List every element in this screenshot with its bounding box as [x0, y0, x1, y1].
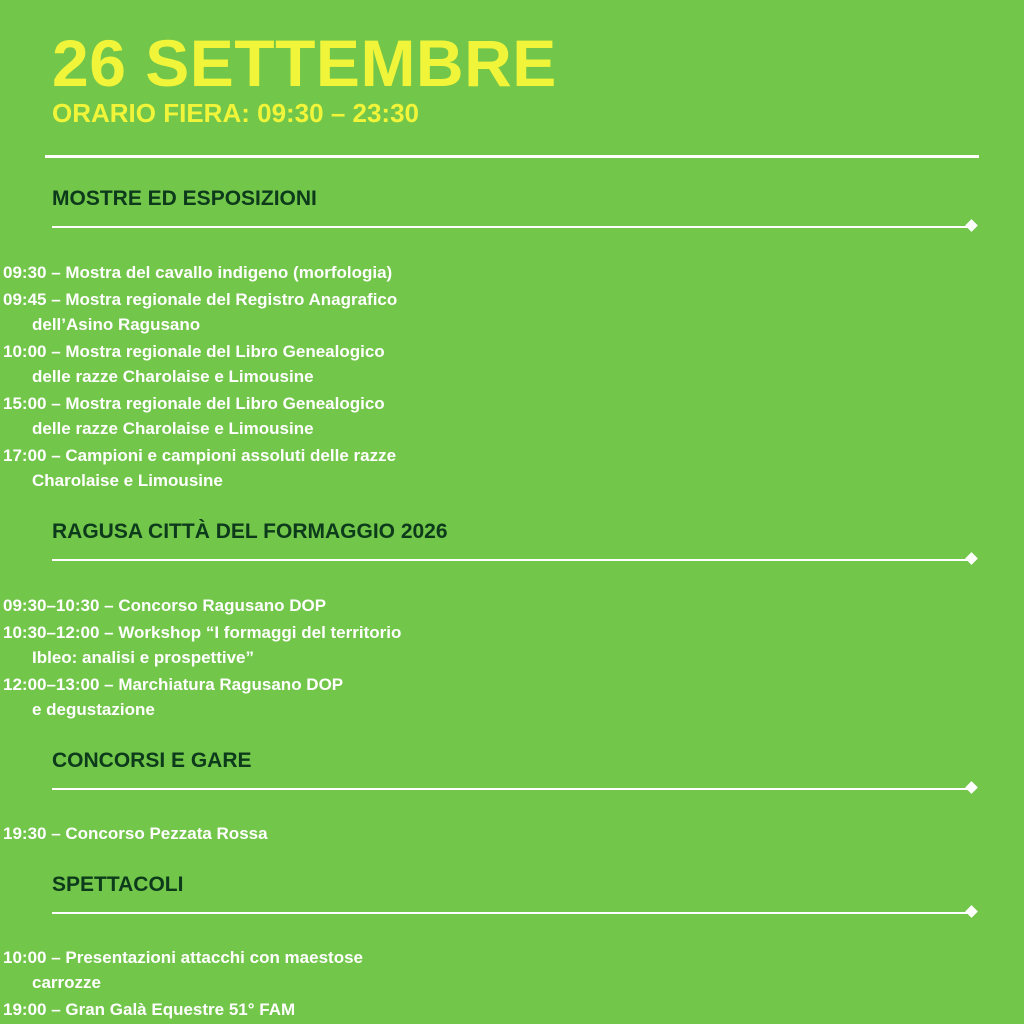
header-divider — [45, 155, 979, 158]
diamond-icon — [965, 552, 978, 565]
list-item: 09:45 – Mostra regionale del Registro Anagrafico dell’Asino Ragusano — [3, 290, 398, 334]
section-divider — [52, 912, 970, 914]
events-spettacoli — [3, 945, 483, 1024]
list-item: 10:30–12:00 – Workshop “I formaggi del territorio Ibleo: analisi e prospettive” — [3, 623, 402, 667]
section-divider — [52, 559, 970, 561]
list-item: 19:00 – Gran Galà Equestre 51° FAM — [3, 1000, 296, 1019]
fair-hours: ORARIO FIERA: 09:30 – 23:30 — [52, 98, 420, 128]
section-title: RAGUSA CITTÀ DEL FORMAGGIO 2026 — [52, 520, 448, 543]
list-item: 10:00 – Mostra regionale del Libro Genealogico delle razze Charolaise e Limousine — [3, 342, 385, 386]
section-title: CONCORSI E GARE — [52, 749, 252, 772]
list-item: 09:30 – Mostra del cavallo indigeno (morfologia) — [3, 263, 393, 282]
diamond-icon — [965, 905, 978, 918]
section-formaggio — [52, 519, 980, 561]
list-item: 17:00 – Campioni e campioni assoluti delle razze Charolaise e Limousine — [3, 446, 397, 490]
page-header — [52, 28, 557, 128]
list-item: 19:30 – Concorso Pezzata Rossa — [3, 824, 268, 843]
section-mostre — [52, 186, 980, 228]
section-title: SPETTACOLI — [52, 873, 184, 896]
section-title: MOSTRE ED ESPOSIZIONI — [52, 187, 317, 210]
section-divider — [52, 226, 970, 228]
page-title: 26 SETTEMBRE — [52, 26, 557, 100]
events-concorsi — [3, 821, 483, 848]
diamond-icon — [965, 219, 978, 232]
section-spettacoli — [52, 872, 980, 914]
list-item: 09:30–10:30 – Concorso Ragusano DOP — [3, 596, 327, 615]
section-concorsi — [52, 748, 980, 790]
events-formaggio — [3, 593, 483, 724]
diamond-icon — [965, 781, 978, 794]
list-item: 10:00 – Presentazioni attacchi con maestose carrozze — [3, 948, 363, 992]
section-divider — [52, 788, 970, 790]
list-item: 15:00 – Mostra regionale del Libro Genealogico delle razze Charolaise e Limousine — [3, 394, 385, 438]
list-item: 12:00–13:00 – Marchiatura Ragusano DOP e degustazione — [3, 675, 344, 719]
events-mostre — [3, 260, 483, 495]
